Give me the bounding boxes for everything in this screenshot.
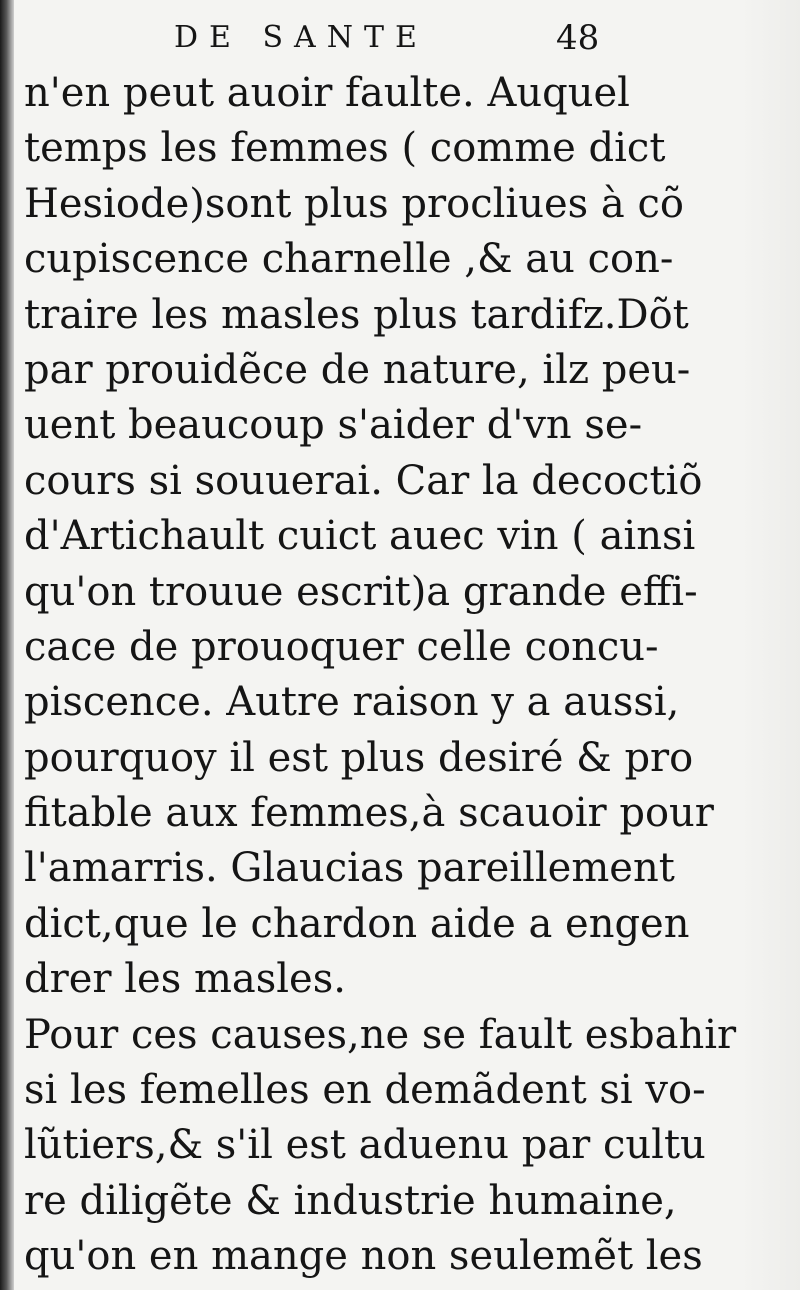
- text-line: Pour ces causes,ne se fault esbahir: [24, 1011, 737, 1058]
- text-line: traire les masles plus tardifz.Dõt: [24, 291, 689, 338]
- text-line: fitable aux femmes,à scauoir pour: [24, 790, 714, 837]
- book-page: [24, 10, 737, 1280]
- text-line: piscence. Autre raison y a aussi,: [24, 679, 680, 726]
- text-line: si les femelles en demãdent si vo-: [24, 1067, 706, 1114]
- text-line: d'Artichault cuict auec vin ( ainsi: [24, 513, 696, 560]
- page-number: 48: [556, 18, 600, 58]
- text-line: cupiscence charnelle ,& au con-: [24, 236, 674, 283]
- text-line: dict,que le chardon aide a engen: [24, 900, 690, 947]
- text-line: l'amarris. Glaucias pareillement: [24, 845, 675, 892]
- text-line: cours si souuerai. Car la decoctiõ: [24, 457, 703, 504]
- running-head: [24, 10, 624, 68]
- text-line: qu'on en mange non seulemẽt les: [24, 1233, 703, 1280]
- text-line: n'en peut auoir faulte. Auquel: [24, 70, 630, 116]
- gutter-shadow: [0, 0, 14, 1290]
- text-line: Hesiode)sont plus procliues à cõ: [24, 180, 684, 227]
- body-text: [24, 66, 737, 1285]
- text-line: uent beaucoup s'aider d'vn se-: [24, 402, 643, 449]
- text-line: cace de prouoquer celle concu-: [24, 623, 659, 670]
- text-line: qu'on trouue escrit)a grande effi-: [24, 568, 698, 615]
- text-line: pourquoy il est plus desiré & pro: [24, 734, 694, 781]
- page-edge: [740, 0, 800, 1290]
- text-line: re diligẽte & industrie humaine,: [24, 1177, 677, 1224]
- running-title: DE SANTE: [174, 20, 428, 55]
- text-line: drer les masles.: [24, 956, 346, 1003]
- text-line: par prouidẽce de nature, ilz peu-: [24, 346, 691, 393]
- text-line: lũtiers,& s'il est aduenu par cultu: [24, 1122, 706, 1169]
- text-line: temps les femmes ( comme dict: [24, 125, 666, 172]
